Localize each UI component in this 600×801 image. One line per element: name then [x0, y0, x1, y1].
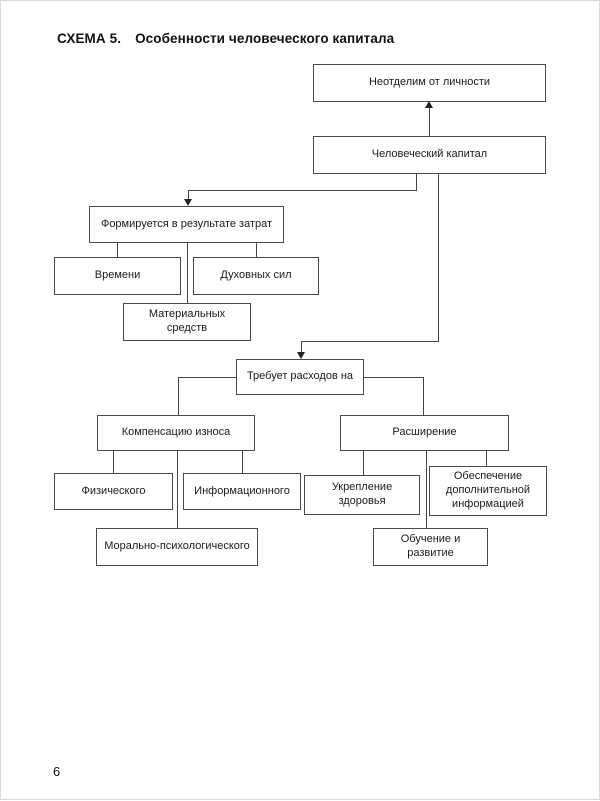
connector-line	[113, 451, 114, 473]
page-number: 6	[53, 764, 61, 779]
node-material-means: Материальных средств	[123, 303, 251, 341]
node-wear-compensation: Компенсацию износа	[97, 415, 255, 451]
arrowhead-down	[297, 352, 305, 359]
node-human-capital: Человеческий капитал	[313, 136, 546, 174]
node-moral-psychological: Морально-психологического	[96, 528, 258, 566]
connector-line	[364, 377, 423, 378]
connector-line	[301, 341, 439, 342]
arrowhead-up	[425, 101, 433, 108]
connector-line	[416, 174, 417, 191]
connector-line	[429, 107, 430, 136]
node-training-development: Обучение и развитие	[373, 528, 488, 566]
node-expansion: Расширение	[340, 415, 509, 451]
connector-line	[363, 451, 364, 475]
connector-line	[426, 451, 427, 528]
connector-line	[177, 451, 178, 528]
connector-line	[438, 174, 439, 342]
node-health-strengthening: Укрепление здоровья	[304, 475, 420, 515]
node-time: Времени	[54, 257, 181, 295]
connector-line	[242, 451, 243, 473]
connector-line	[178, 377, 236, 378]
schema-number-label: СХЕМА 5.	[57, 31, 122, 46]
connector-line	[256, 243, 257, 257]
connector-line	[423, 377, 424, 415]
node-requires-expenses: Требует расходов на	[236, 359, 364, 395]
node-inseparable-from-person: Неотделим от личности	[313, 64, 546, 102]
node-informational: Информационного	[183, 473, 301, 510]
node-formed-by-costs: Формируется в результате затрат	[89, 206, 284, 243]
connector-line	[187, 243, 188, 303]
node-spiritual-forces: Духовных сил	[193, 257, 319, 295]
connector-line	[178, 377, 179, 415]
connector-line	[188, 190, 417, 191]
node-physical: Физического	[54, 473, 173, 510]
node-additional-information: Обеспечение дополнительной информацией	[429, 466, 547, 516]
connector-line	[117, 243, 118, 257]
connector-line	[486, 451, 487, 466]
schema-title-text: Особенности человеческого капитала	[135, 31, 395, 46]
arrowhead-down	[184, 199, 192, 206]
diagram-canvas	[1, 1, 600, 801]
